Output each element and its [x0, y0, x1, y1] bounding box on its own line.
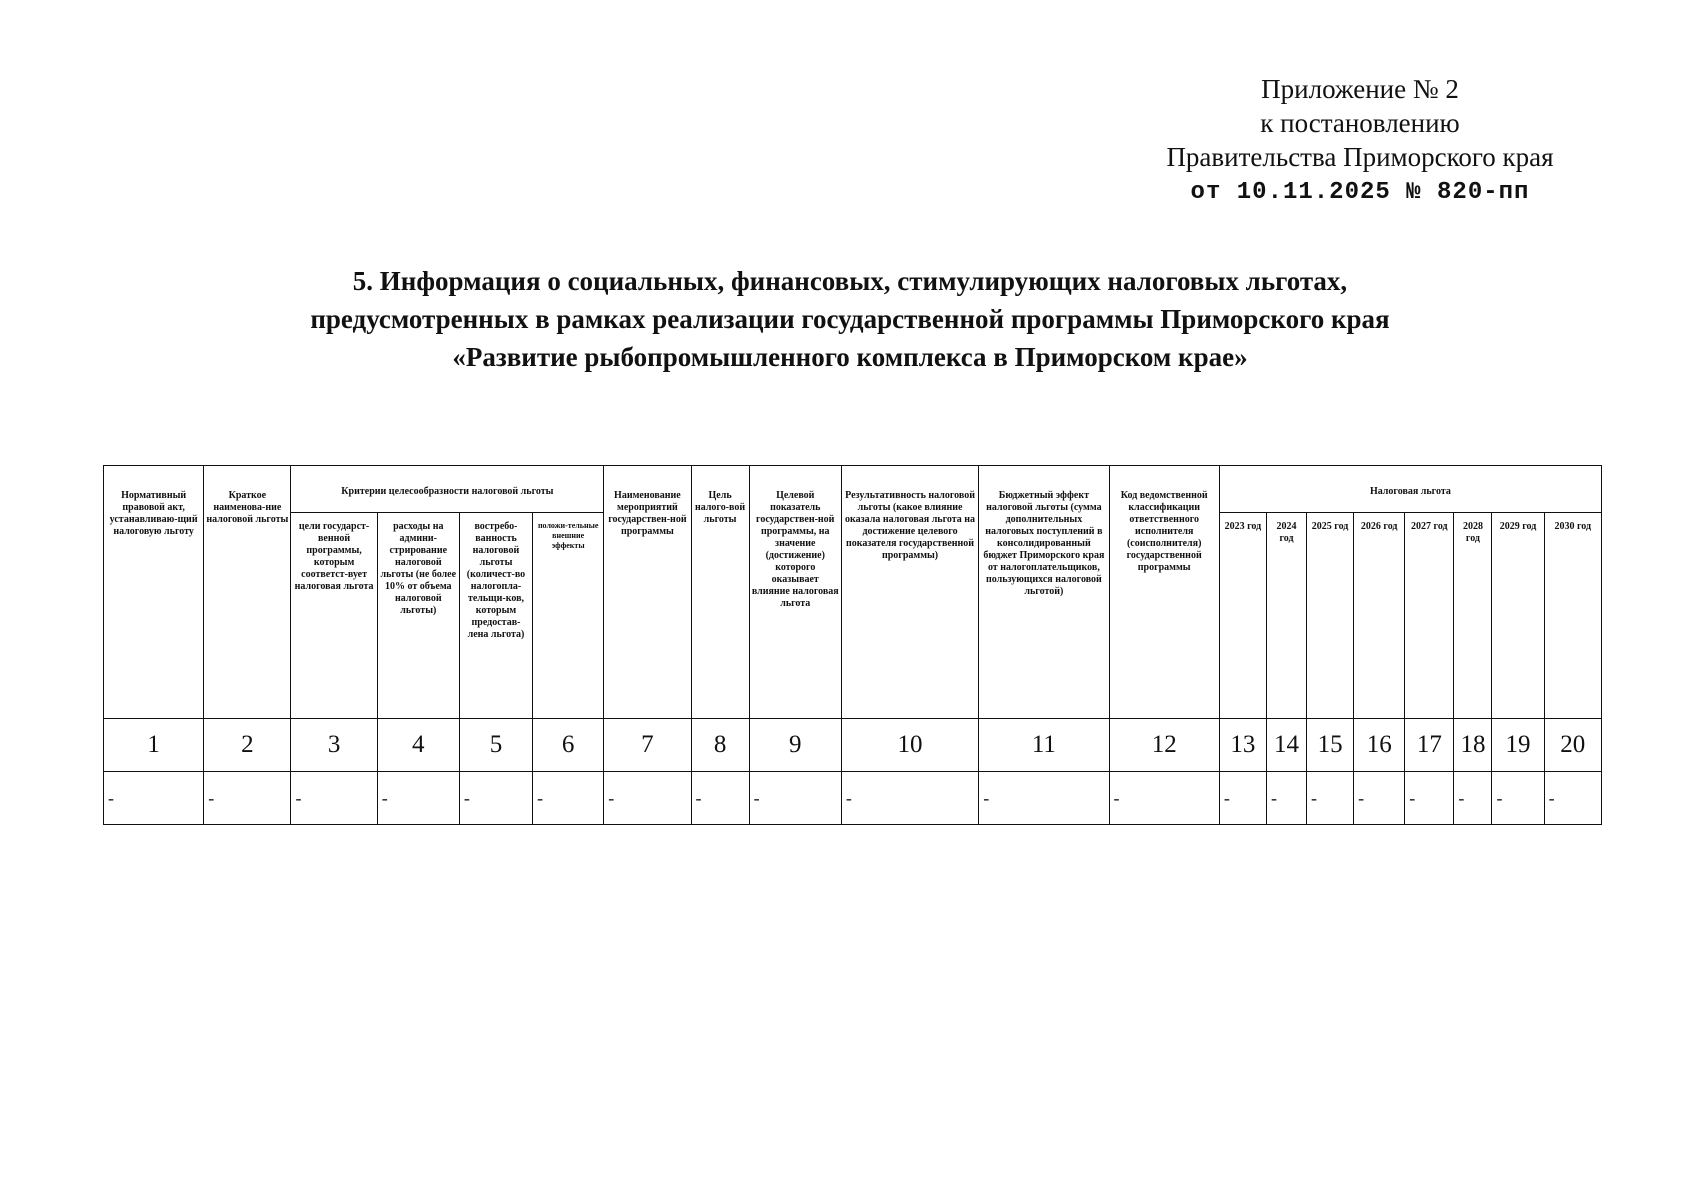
header-target-indicator: Целевой показатель государствен-ной программы, на значение (достижение) которого оказывает влияние налоговая льгота [749, 466, 841, 719]
table-cell: - [104, 772, 204, 825]
header-program-activities: Наименование мероприятий государствен-ной программы [604, 466, 691, 719]
column-number: 14 [1266, 719, 1306, 772]
appendix-ref: к постановлению [1260, 108, 1460, 138]
table-cell: - [377, 772, 459, 825]
column-number: 2 [204, 719, 291, 772]
appendix-authority: Правительства Приморского края [1166, 142, 1554, 172]
column-number: 19 [1492, 719, 1544, 772]
table-cell: - [749, 772, 841, 825]
column-number: 4 [377, 719, 459, 772]
resolution-date-line [1100, 176, 1620, 210]
header-year: 2025 год [1307, 513, 1354, 719]
column-number: 9 [749, 719, 841, 772]
column-number: 15 [1307, 719, 1354, 772]
header-department-code: Код ведомственной классификации ответственного исполнителя (соисполнителя) государственной программы [1109, 466, 1219, 719]
column-number: 20 [1544, 719, 1601, 772]
column-number: 13 [1219, 719, 1266, 772]
resolution-date: 10.11.2025 [1236, 179, 1391, 206]
header-demand: востребо-ванность налоговой льготы (количест-во налогопла-тельщи-ков, которым предостав-лена льгота) [459, 513, 532, 719]
header-admin-costs: расходы на админи-стрирование налоговой льготы (не более 10% от объема налоговой льготы) [377, 513, 459, 719]
table-cell: - [533, 772, 604, 825]
appendix-block [1100, 72, 1620, 210]
table-cell: - [1307, 772, 1354, 825]
header-program-goals: цели государст-венной программы, которым соответст-вует налоговая льгота [291, 513, 377, 719]
header-benefit-name: Краткое наименова-ние налоговой льготы [204, 466, 291, 719]
header-external-effects: положи-тельные внешние эффекты [533, 513, 604, 719]
table-cell: - [1354, 772, 1405, 825]
header-budget-effect: Бюджетный эффект налоговой льготы (сумма дополнительных налоговых поступлений в консолидированный бюджет Приморского края от налогоплательщиков, пользующихся налоговой льготой) [979, 466, 1109, 719]
header-legal-act: Нормативный правовой акт, устанавливаю-щий налоговую льготу [104, 466, 204, 719]
table-cell: - [1492, 772, 1544, 825]
column-number-row [104, 719, 1602, 772]
heading-line-2: предусмотренных в рамках реализации государственной программы Приморского края [310, 304, 1390, 334]
heading-line-1: 5. Информация о социальных, финансовых, стимулирующих налоговых льготах, [352, 266, 1348, 296]
column-number: 8 [691, 719, 749, 772]
header-benefit-group: Налоговая льгота [1219, 466, 1601, 513]
table-cell: - [604, 772, 691, 825]
table-cell: - [1109, 772, 1219, 825]
table-cell: - [1405, 772, 1454, 825]
column-number: 16 [1354, 719, 1405, 772]
header-year: 2023 год [1219, 513, 1266, 719]
header-year: 2024 год [1266, 513, 1306, 719]
resolution-number: 820-пп [1437, 179, 1530, 206]
column-number: 12 [1109, 719, 1219, 772]
header-year: 2029 год [1492, 513, 1544, 719]
header-year: 2027 год [1405, 513, 1454, 719]
table-cell: - [1454, 772, 1492, 825]
header-benefit-goal: Цель налого-вой льготы [691, 466, 749, 719]
table-cell: - [459, 772, 532, 825]
appendix-title: Приложение № 2 [1261, 74, 1459, 104]
column-number: 6 [533, 719, 604, 772]
column-number: 10 [841, 719, 978, 772]
table-cell: - [204, 772, 291, 825]
table-cell: - [1266, 772, 1306, 825]
header-year: 2028 год [1454, 513, 1492, 719]
column-number: 17 [1405, 719, 1454, 772]
column-number: 11 [979, 719, 1109, 772]
header-effectiveness: Результативность налоговой льготы (какое влияние оказала налоговая льгота на достижение целевого показателя государственной программы) [841, 466, 978, 719]
document-heading [150, 262, 1550, 376]
header-year: 2026 год [1354, 513, 1405, 719]
table-cell: - [979, 772, 1109, 825]
header-criteria-group: Критерии целесообразности налоговой льготы [291, 466, 604, 513]
column-number: 1 [104, 719, 204, 772]
table-cell: - [691, 772, 749, 825]
table-cell: - [291, 772, 377, 825]
number-sign: № [1406, 179, 1422, 206]
header-year: 2030 год [1544, 513, 1601, 719]
table-cell: - [841, 772, 978, 825]
tax-benefits-table [103, 465, 1602, 825]
column-number: 3 [291, 719, 377, 772]
column-number: 5 [459, 719, 532, 772]
table-cell: - [1544, 772, 1601, 825]
column-number: 18 [1454, 719, 1492, 772]
date-prefix: от [1190, 179, 1222, 206]
table-cell: - [1219, 772, 1266, 825]
table-row [104, 772, 1602, 825]
column-number: 7 [604, 719, 691, 772]
heading-line-3: «Развитие рыбопромышленного комплекса в Приморском крае» [452, 342, 1248, 372]
